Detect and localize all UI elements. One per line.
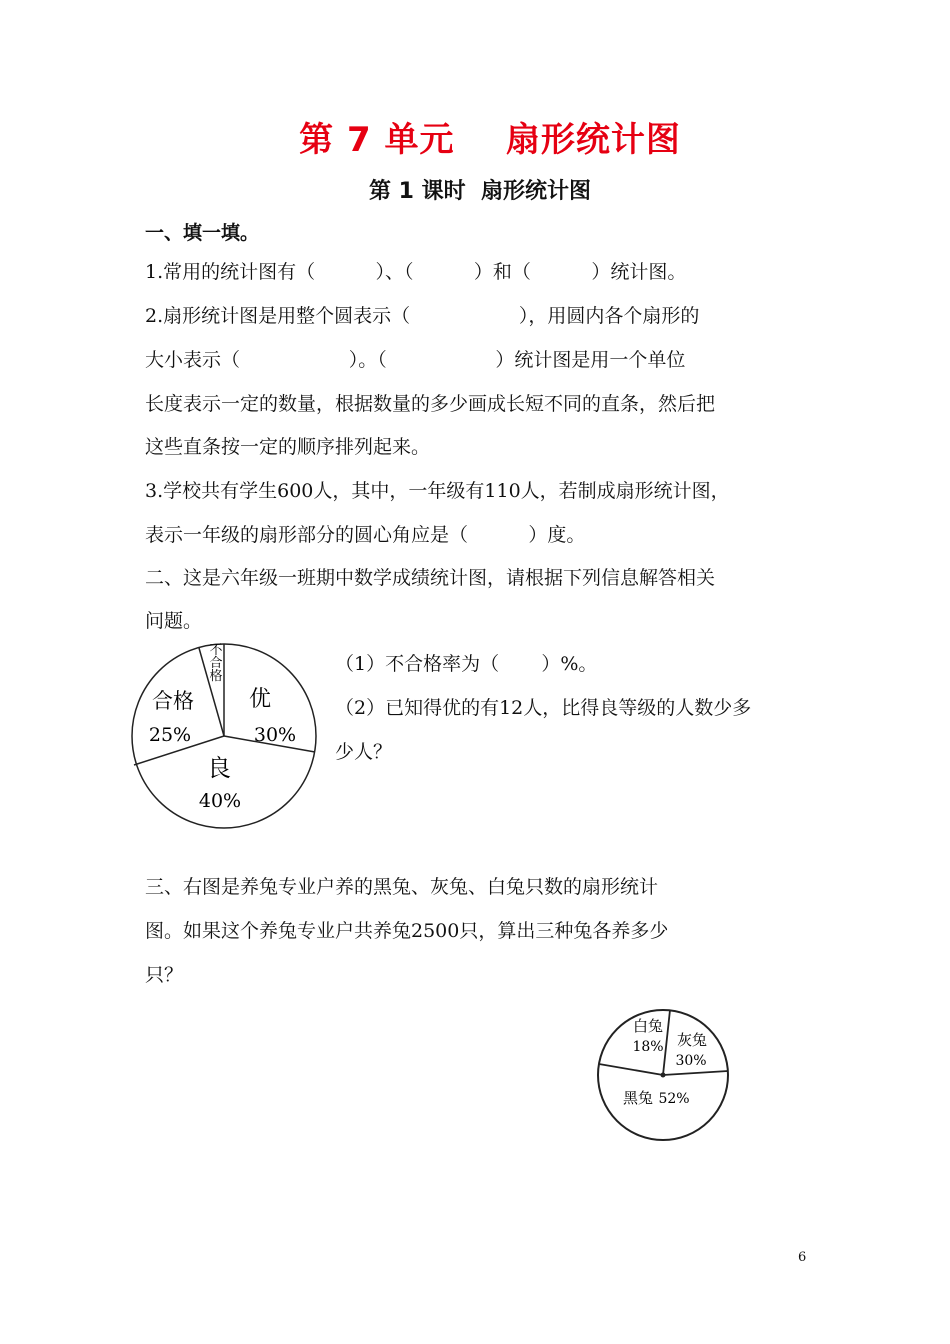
section2-heading-line-1: 二、这是六年级一班期中数学成绩统计图，请根据下列信息解答相关: [145, 567, 716, 589]
page-number: 6: [798, 1250, 807, 1265]
section1-line-1: 1.常用的统计图有（ ）、（ ）和（ ）统计图。: [145, 261, 687, 283]
lesson-title: 第 1 课时 扇形统计图: [369, 179, 591, 204]
section2-question-1: （1）不合格率为（ ）%。: [335, 653, 598, 675]
section3-line-1: 三、右图是养兔专业户养的黑兔、灰兔、白兔只数的扇形统计: [145, 876, 659, 898]
section1-line-3: 大小表示（ ）。（ ）统计图是用一个单位: [145, 349, 686, 371]
slice-label-good: 良: [207, 754, 231, 782]
section1-line-5: 这些直条按一定的顺序排列起来。: [145, 436, 431, 458]
rabbits-pie-chart: [596, 1005, 736, 1145]
unit-title: 第 7 单元 扇形统计图: [299, 120, 681, 160]
section1-line-2: 2.扇形统计图是用整个圆表示（ ），用圆内各个扇形的: [145, 305, 700, 327]
slice-value-white-rabbit: 18%: [632, 1039, 664, 1055]
grades-pie-chart: [128, 640, 328, 836]
rabbits-pie-center: [661, 1073, 666, 1078]
section2-question-2: （2）已知得优的有12人，比得良等级的人数少多: [335, 697, 752, 719]
rabbits-divider-left: [599, 1064, 663, 1075]
section3-line-2: 图。如果这个养兔专业户共养兔2500只，算出三种兔各养多少: [145, 920, 669, 942]
slice-label-pass: 合格: [152, 689, 194, 713]
slice-value-black-rabbit: 52%: [658, 1091, 690, 1107]
slice-value-good: 40%: [198, 790, 242, 812]
section3-line-3: 只？: [145, 964, 184, 986]
slice-value-grey-rabbit: 30%: [675, 1053, 707, 1069]
slice-value-pass: 25%: [148, 724, 192, 746]
rabbits-divider-top: [663, 1010, 670, 1075]
slice-label-grey-rabbit: 灰兔: [676, 1031, 708, 1049]
slice-label-fail: 不合格: [206, 642, 222, 682]
section1-line-7: 表示一年级的扇形部分的圆心角应是（ ）度。: [145, 524, 586, 546]
slice-label-excellent: 优: [248, 687, 272, 712]
section1-line-6: 3.学校共有学生600人，其中，一年级有110人，若制成扇形统计图，: [145, 480, 730, 502]
rabbits-divider-right: [663, 1071, 728, 1075]
section1-line-4: 长度表示一定的数量，根据数量的多少画成长短不同的直条，然后把: [145, 393, 716, 415]
section1-heading: 一、填一填。: [145, 222, 260, 244]
section2-heading-line-2: 问题。: [145, 610, 203, 632]
section2-question-2-cont: 少人？: [335, 741, 393, 763]
slice-value-excellent: 30%: [253, 724, 297, 746]
slice-label-white-rabbit: 白兔: [632, 1017, 664, 1035]
slice-label-black-rabbit: 黑兔: [622, 1089, 654, 1107]
